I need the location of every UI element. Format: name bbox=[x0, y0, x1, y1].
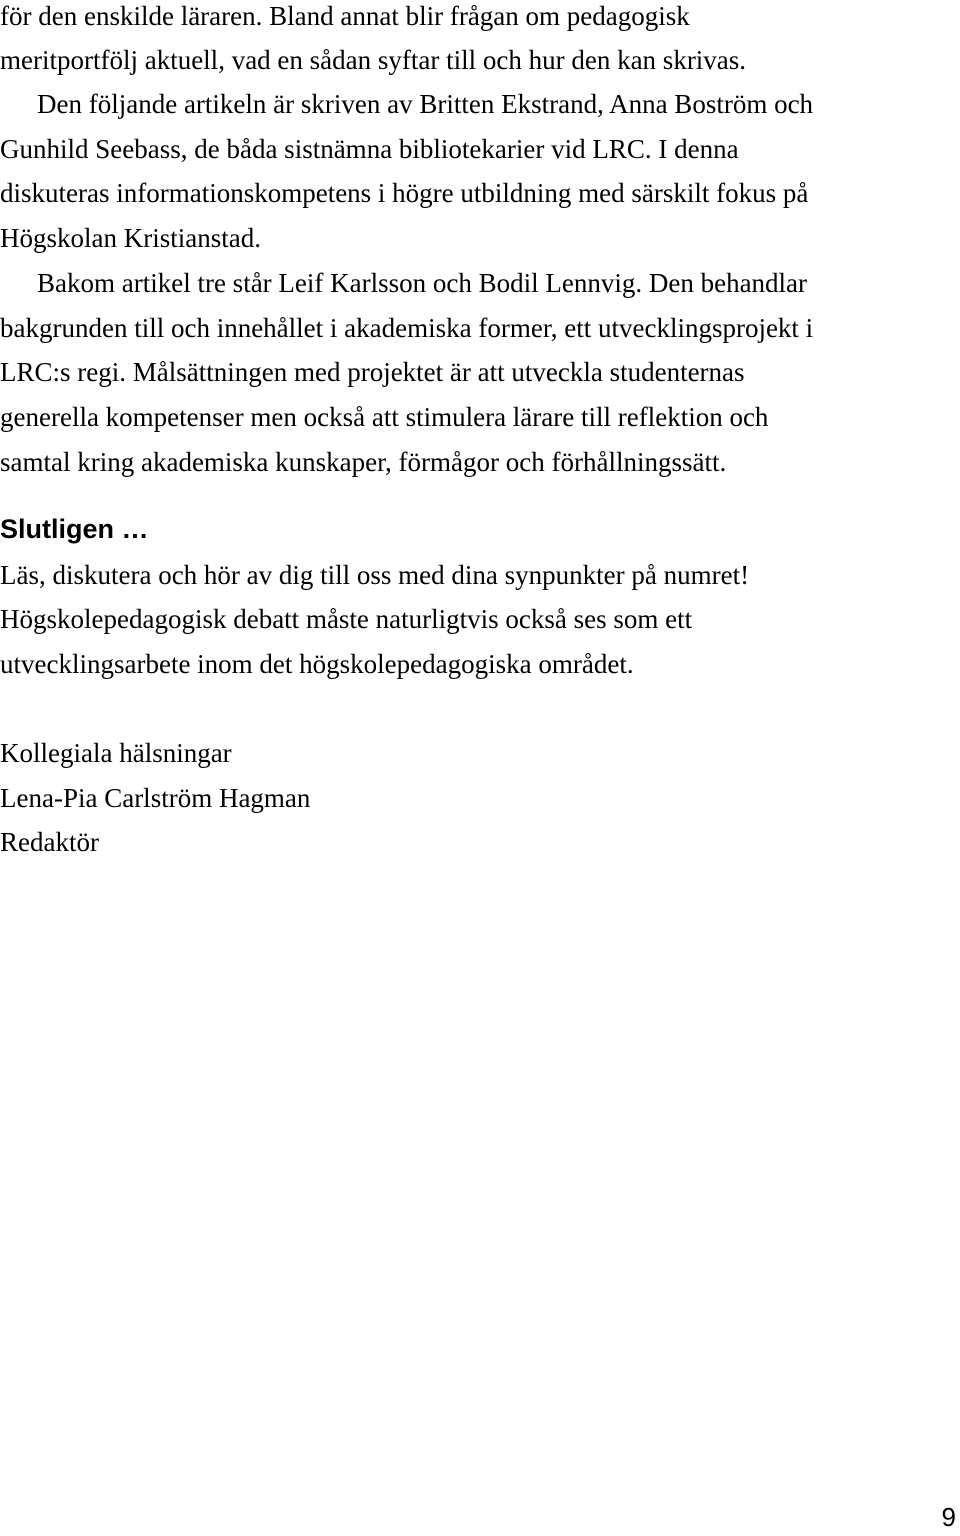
paragraph-3-line-3: LRC:s regi. Målsättningen med projektet är att utveckla studenternas bbox=[0, 357, 745, 387]
paragraph-2-line-2: Gunhild Seebass, de båda sistnämna bibliotekarier vid LRC. I denna bbox=[0, 134, 739, 164]
signature-greeting: Kollegiala hälsningar bbox=[0, 738, 232, 768]
section-line-1: Läs, diskutera och hör av dig till oss med dina synpunkter på numret! bbox=[0, 560, 750, 590]
paragraph-2-line-3: diskuteras informationskompetens i högre utbildning med särskilt fokus på bbox=[0, 178, 809, 208]
section-heading: Slutligen … bbox=[0, 514, 149, 544]
paragraph-2-line-1: Den följande artikeln är skriven av Britten Ekstrand, Anna Boström och bbox=[37, 89, 814, 119]
paragraph-3-line-5: samtal kring akademiska kunskaper, förmågor och förhållningssätt. bbox=[0, 447, 727, 477]
paragraph-1-line-2: meritportfölj aktuell, vad en sådan syftar till och hur den kan skrivas. bbox=[0, 45, 747, 75]
signature-role: Redaktör bbox=[0, 827, 99, 857]
paragraph-3-line-4: generella kompetenser men också att stimulera lärare till reflektion och bbox=[0, 402, 769, 432]
section-line-2: Högskolepedagogisk debatt måste naturligtvis också ses som ett bbox=[0, 604, 693, 634]
signature-name: Lena-Pia Carlström Hagman bbox=[0, 783, 311, 813]
paragraph-3-line-2: bakgrunden till och innehållet i akademiska former, ett utvecklingsprojekt i bbox=[0, 313, 814, 343]
page-number: 9 bbox=[941, 1502, 956, 1532]
section-line-3: utvecklingsarbete inom det högskolepedagogiska området. bbox=[0, 649, 634, 679]
paragraph-2-line-4: Högskolan Kristianstad. bbox=[0, 223, 261, 253]
paragraph-3-line-1: Bakom artikel tre står Leif Karlsson och Bodil Lennvig. Den behandlar bbox=[37, 268, 808, 298]
paragraph-1-line-1: för den enskilde läraren. Bland annat blir frågan om pedagogisk bbox=[0, 1, 690, 31]
